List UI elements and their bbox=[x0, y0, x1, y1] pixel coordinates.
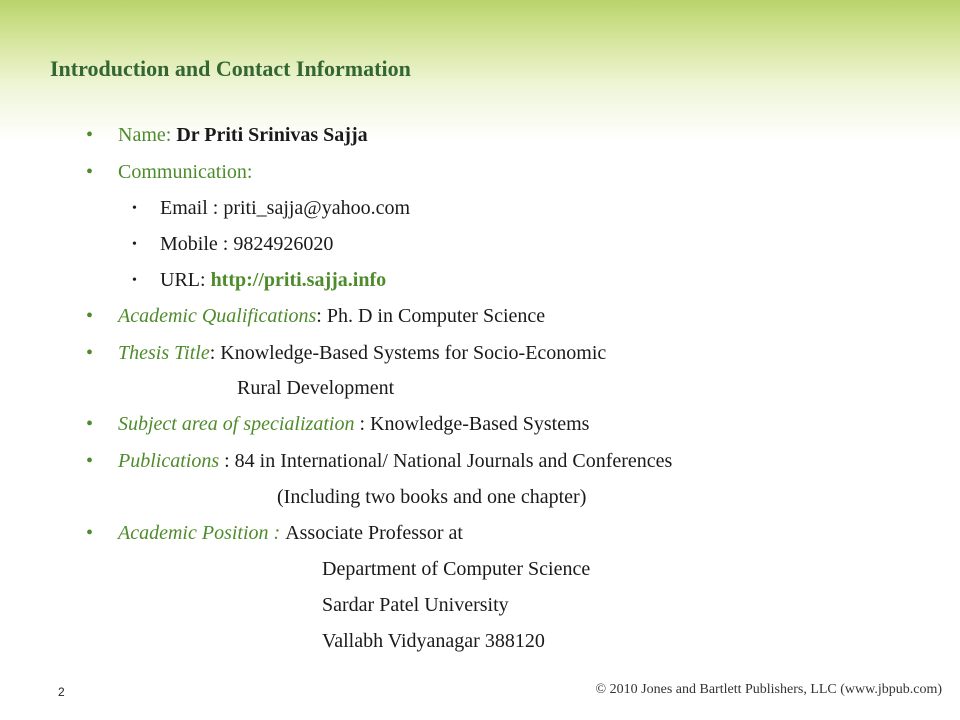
name-value: Dr Priti Srinivas Sajja bbox=[176, 124, 368, 146]
position-label: Academic Position : bbox=[118, 522, 286, 544]
mobile-label: Mobile : bbox=[160, 233, 234, 255]
bullet-dot-icon: • bbox=[86, 522, 94, 544]
email-value[interactable]: priti_sajja@yahoo.com bbox=[223, 197, 411, 219]
copyright-footer: © 2010 Jones and Bartlett Publishers, LLC (www.jbpub.com) bbox=[595, 682, 942, 697]
specialization-label: Subject area of specialization bbox=[118, 413, 360, 435]
bullet-dot-icon: • bbox=[86, 161, 94, 183]
sub-bullet-dot-icon: • bbox=[132, 273, 137, 288]
sub-bullet-dot-icon: • bbox=[132, 201, 137, 216]
mobile-value: 9824926020 bbox=[233, 233, 334, 255]
bullet-dot-icon: • bbox=[86, 450, 94, 472]
bullet-dot-icon: • bbox=[86, 342, 94, 364]
specialization-value: : Knowledge-Based Systems bbox=[359, 413, 590, 435]
bullet-dot-icon: • bbox=[86, 124, 94, 146]
page-number: 2 bbox=[58, 685, 65, 699]
name-label: Name: bbox=[118, 124, 177, 146]
publications-label: Publications bbox=[118, 450, 225, 472]
communication-label: Communication: bbox=[118, 161, 253, 183]
thesis-value: : Knowledge-Based Systems for Socio-Economic bbox=[209, 342, 607, 364]
email-label: Email : bbox=[160, 197, 224, 219]
publications-continuation: (Including two books and one chapter) bbox=[277, 486, 587, 508]
position-value: Associate Professor at bbox=[285, 522, 463, 544]
position-city: Vallabh Vidyanagar 388120 bbox=[322, 630, 545, 652]
qualifications-value: : Ph. D in Computer Science bbox=[316, 305, 546, 327]
slide-title: Introduction and Contact Information bbox=[50, 56, 411, 81]
qualifications-label: Academic Qualifications bbox=[118, 305, 317, 327]
bullet-dot-icon: • bbox=[86, 413, 94, 435]
url-link[interactable]: http://priti.sajja.info bbox=[210, 269, 387, 291]
url-label: URL: bbox=[160, 269, 211, 291]
publications-value: : 84 in International/ National Journals and Conferences bbox=[224, 450, 673, 472]
position-university: Sardar Patel University bbox=[322, 594, 509, 616]
thesis-label: Thesis Title bbox=[118, 342, 210, 364]
thesis-continuation: Rural Development bbox=[237, 377, 395, 399]
position-department: Department of Computer Science bbox=[322, 558, 591, 580]
sub-bullet-dot-icon: • bbox=[132, 237, 137, 252]
bullet-dot-icon: • bbox=[86, 305, 94, 327]
